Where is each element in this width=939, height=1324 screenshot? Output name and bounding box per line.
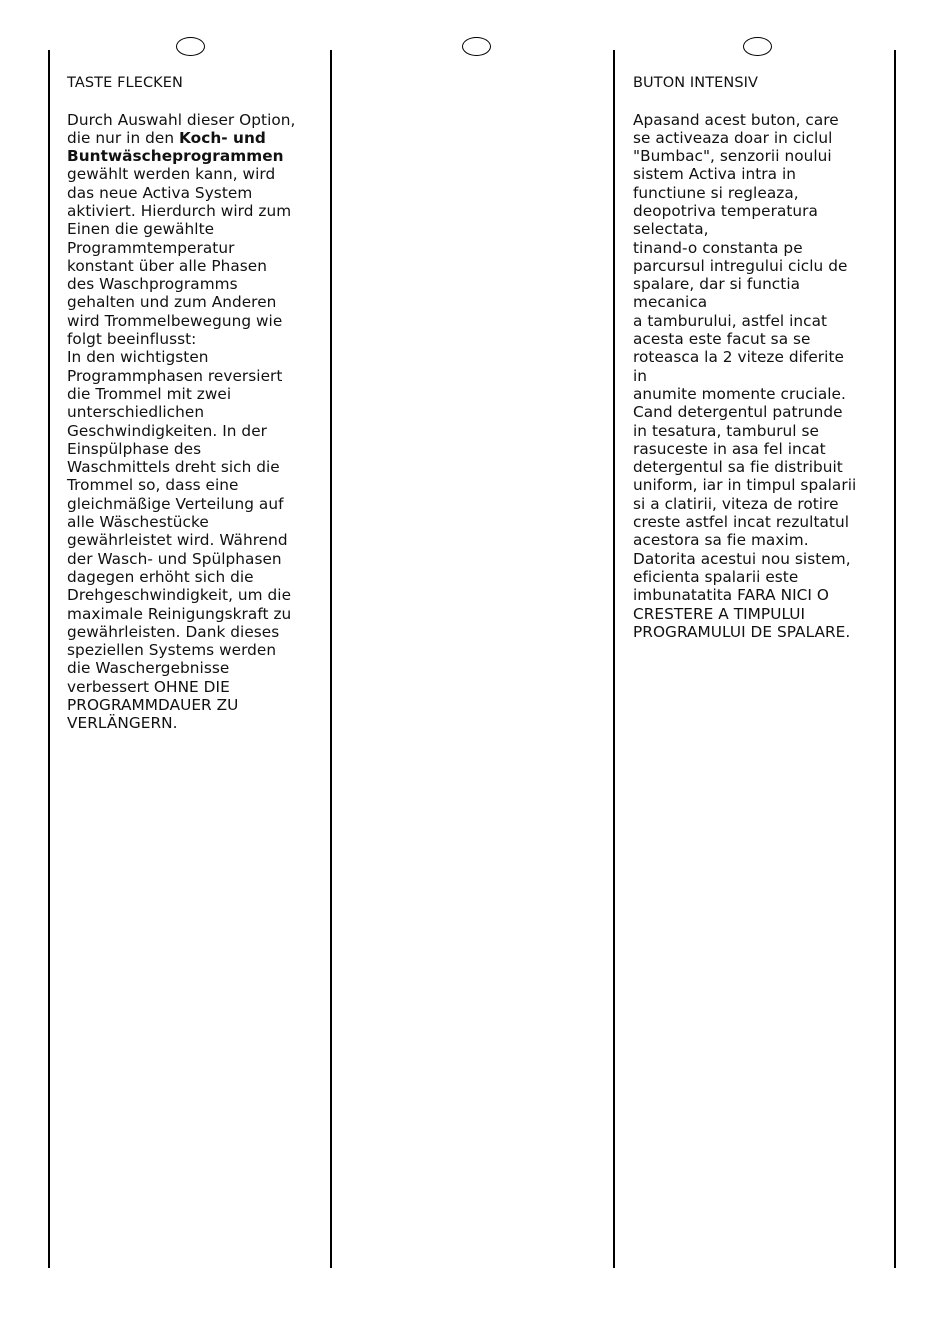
text-line: CRESTERE A TIMPULUI	[633, 604, 806, 623]
column-rule-left	[48, 50, 50, 1268]
bold-text-fragment: Koch- und	[179, 128, 266, 147]
text-line: creste astfel incat rezultatul	[633, 513, 850, 532]
text-line: Waschmittels dreht sich die	[67, 458, 280, 477]
text-line: konstant über alle Phasen	[67, 256, 267, 275]
text-line: in	[633, 366, 648, 385]
text-line: imbunatatita FARA NICI O	[633, 586, 829, 605]
text-line: gehalten und zum Anderen	[67, 293, 277, 312]
language-marker-circle-center	[462, 37, 491, 56]
left-paragraph	[67, 111, 325, 733]
right-section-heading: BUTON INTENSIV	[633, 75, 759, 91]
text-line: unterschiedlichen	[67, 403, 205, 422]
text-line: alle Wäschestücke	[67, 513, 209, 532]
middle-empty-column	[334, 74, 610, 1264]
text-line: selectata,	[633, 220, 709, 239]
text-line: Cand detergentul patrunde	[633, 403, 843, 422]
text-line: in tesatura, tamburul se	[633, 421, 819, 440]
language-marker-circle-right	[743, 37, 772, 56]
text-line: Trommel so, dass eine	[67, 476, 239, 495]
text-line: maximale Reinigungskraft zu	[67, 604, 292, 623]
right-paragraph	[633, 111, 891, 642]
text-line: die Waschergebnisse	[67, 659, 230, 678]
text-line: Programmphasen reversiert	[67, 366, 283, 385]
bold-text-fragment: Buntwäscheprogrammen	[67, 147, 284, 166]
text-line: Einen die gewählte	[67, 220, 215, 239]
text-line: a tamburului, astfel incat	[633, 311, 828, 330]
text-line: detergentul sa fie distribuit	[633, 458, 843, 477]
language-marker-circle-left	[176, 37, 205, 56]
text-line: gewählt werden kann, wird	[67, 165, 276, 184]
text-line: Geschwindigkeiten. In der	[67, 421, 267, 440]
text-line: mecanica	[633, 293, 708, 312]
text-line: gewährleisten. Dank dieses	[67, 622, 280, 641]
text-line: functiune si regleaza,	[633, 183, 799, 202]
text-line: Datorita acestui nou sistem,	[633, 549, 851, 568]
text-line: uniform, iar in timpul spalarii	[633, 476, 857, 495]
text-line: se activeaza doar in ciclul	[633, 128, 833, 147]
text-line: die Trommel mit zwei	[67, 384, 232, 403]
text-line: acesta este facut sa se	[633, 330, 811, 349]
text-line: "Bumbac", senzorii noului	[633, 147, 832, 166]
text-line: parcursul intregului ciclu de	[633, 256, 848, 275]
text-line	[67, 147, 325, 165]
column-rule-center-right	[613, 50, 615, 1268]
text-line: roteasca la 2 viteze diferite	[633, 348, 844, 367]
text-line: eficienta spalarii este	[633, 567, 799, 586]
left-text-column	[67, 74, 325, 733]
text-line: acestora sa fie maxim.	[633, 531, 809, 550]
text-line: Programmtemperatur	[67, 238, 235, 257]
text-line: der Wasch- und Spülphasen	[67, 549, 282, 568]
text-line: sistem Activa intra in	[633, 165, 797, 184]
text-line: aktiviert. Hierdurch wird zum	[67, 201, 292, 220]
text-line: speziellen Systems werden	[67, 641, 277, 660]
text-line: des Waschprogramms	[67, 275, 238, 294]
text-line: si a clatirii, viteza de rotire	[633, 494, 839, 513]
text-line: PROGRAMMDAUER ZU	[67, 696, 239, 714]
text-line: das neue Activa System	[67, 183, 253, 202]
text-line: folgt beeinflusst:	[67, 330, 197, 349]
text-line: gewährleistet wird. Während	[67, 531, 288, 550]
left-section-heading: TASTE FLECKEN	[67, 75, 184, 91]
text-line: spalare, dar si functia	[633, 275, 801, 294]
text-line: rasuceste in asa fel incat	[633, 439, 826, 458]
text-line: verbessert OHNE DIE	[67, 677, 230, 696]
text-line: gleichmäßige Verteilung auf	[67, 494, 284, 513]
text-line: Apasand acest buton, care	[633, 110, 839, 129]
text-line	[67, 129, 325, 147]
text-line: deopotriva temperatura	[633, 201, 818, 220]
text-line: In den wichtigsten	[67, 348, 209, 367]
text-line: VERLÄNGERN.	[67, 714, 178, 733]
text-line: Einspülphase des	[67, 439, 202, 458]
column-rule-center-left	[330, 50, 332, 1268]
right-text-column	[633, 74, 891, 641]
text-fragment: die nur in den	[67, 128, 180, 147]
text-line: anumite momente cruciale.	[633, 384, 846, 403]
text-line: PROGRAMULUI DE SPALARE.	[633, 622, 851, 641]
text-line: tinand-o constanta pe	[633, 238, 803, 257]
text-line: Durch Auswahl dieser Option,	[67, 110, 296, 129]
column-rule-right	[894, 50, 896, 1268]
text-line: Drehgeschwindigkeit, um die	[67, 586, 292, 605]
text-line: dagegen erhöht sich die	[67, 567, 254, 586]
text-line: wird Trommelbewegung wie	[67, 311, 283, 330]
